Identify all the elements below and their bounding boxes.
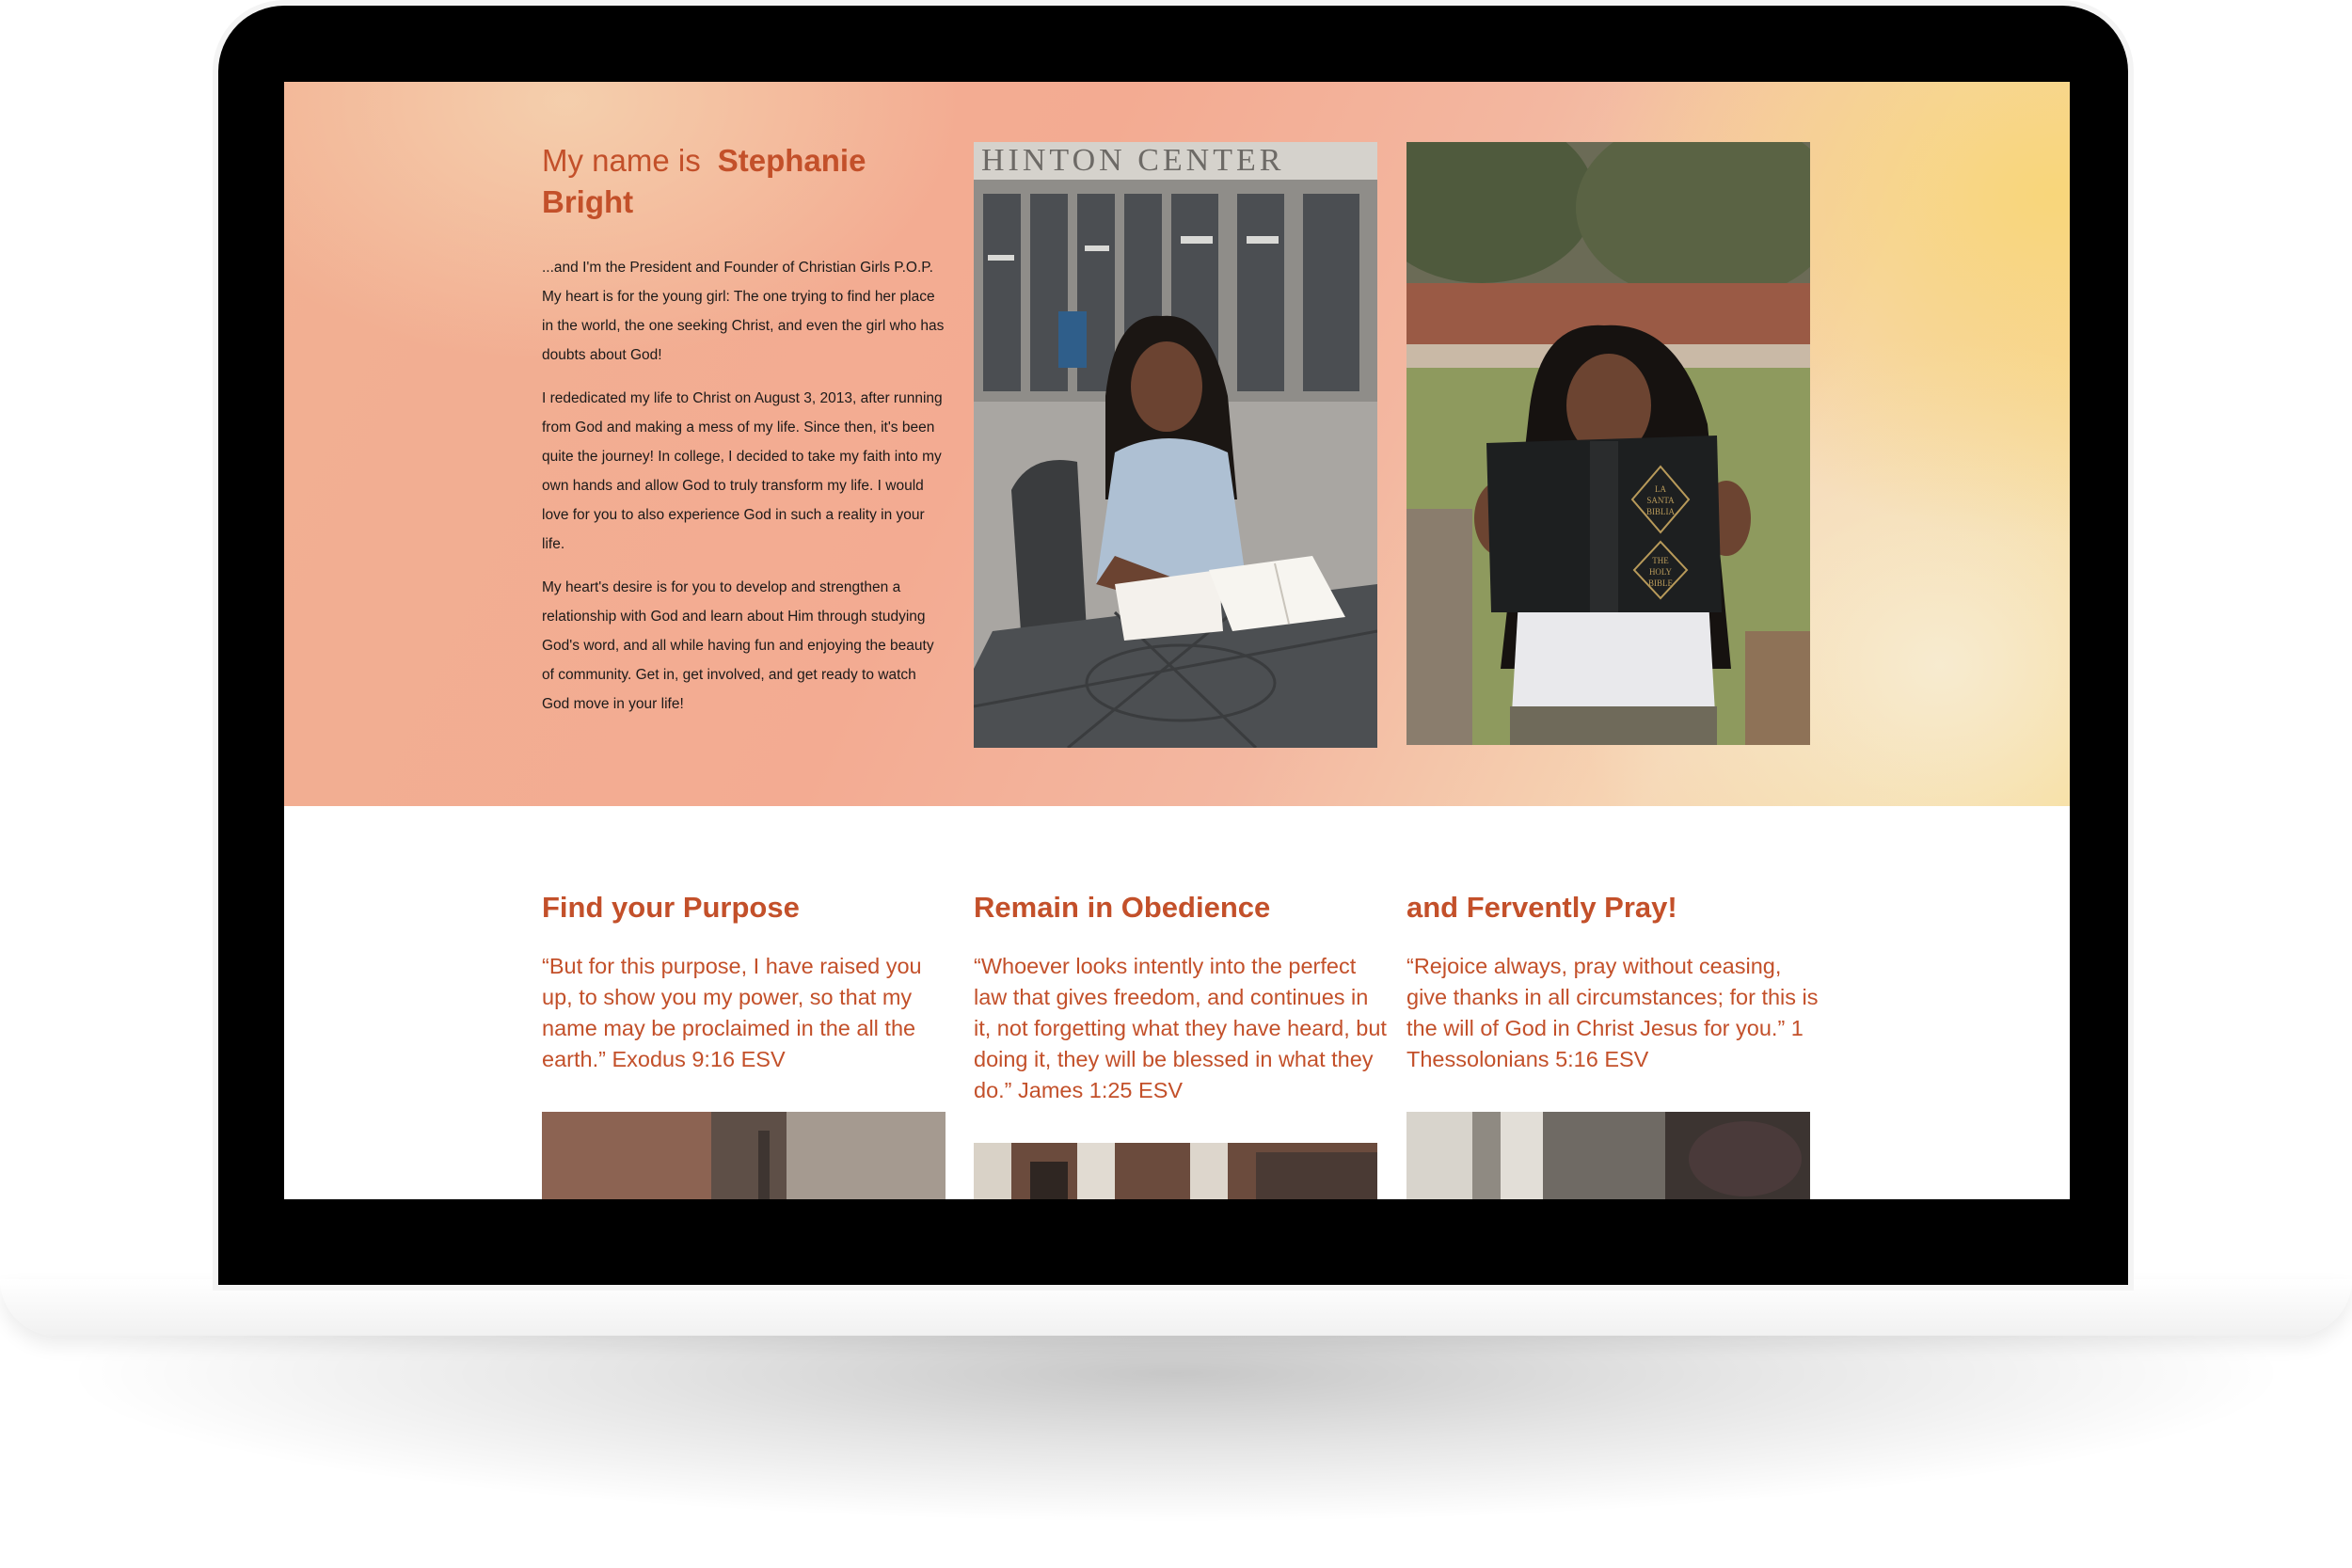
pillar-quote: “Rejoice always, pray without ceasing, give thanks in all circumstances; for this is the will of God in Christ Jesus for you.” 1 Thessolonians 5:16 ESV	[1406, 954, 1819, 1071]
bible-text-1: LA	[1655, 484, 1666, 494]
photo-holding-bible	[1406, 142, 1810, 745]
bible-text-4: THE	[1652, 556, 1669, 565]
photo-sign-text: HINTON CENTER	[981, 143, 1285, 178]
pillar-title: Find your Purpose	[542, 891, 800, 924]
photo-studying-at-table	[974, 142, 1377, 748]
pillar-title: and Fervently Pray!	[1406, 891, 1677, 924]
bible-text-2: SANTA	[1646, 496, 1675, 505]
bio-paragraph: My heart's desire is for you to develop and strengthen a relationship with God and learn about Him through studying God's word, and all while having fun and enjoying the beauty of community. Get in, get involved, and get ready to watch God move in your life!	[542, 579, 934, 712]
hero-bio	[542, 253, 946, 733]
pillar-quote: “Whoever looks intently into the perfect law that gives freedom, and continues in it, not forgetting what they have heard, but doing it, they will be blessed in what they do.” James 1:25 ESV	[974, 954, 1387, 1102]
pillar-quote: “But for this purpose, I have raised you up, to show you my power, so that my name may be proclaimed in the all the earth.” Exodus 9:16 ESV	[542, 954, 922, 1071]
bible-text-5: HOLY	[1648, 567, 1673, 577]
bio-paragraph: I rededicated my life to Christ on August 3, 2013, after running from God and making a mess of my life. Since then, it's been quite the journey! In college, I decided to take my faith into my own hands and allow God to truly transform my life. I would love for you to also experience God in such a reality in your life.	[542, 390, 943, 552]
pillar-image-pray	[1406, 1112, 1810, 1199]
pillar-obedience	[974, 889, 1388, 1106]
laptop-shadow	[56, 1336, 2296, 1524]
website-screen	[284, 82, 2070, 1199]
pillar-image-purpose	[542, 1112, 946, 1199]
about-hero-section	[284, 82, 2070, 806]
pillar-image-obedience	[974, 1143, 1377, 1199]
hero-title	[542, 140, 937, 223]
bible-text-6: BIBLE	[1648, 578, 1673, 588]
bio-paragraph: ...and I'm the President and Founder of Christian Girls P.O.P. My heart is for the young girl: The one trying to find her place in the world, the one seeking Christ, and even the girl who has doubts about God!	[542, 260, 945, 363]
hero-title-name: Stephanie Bright	[542, 143, 866, 219]
pillar-purpose	[542, 889, 956, 1075]
bible-text-3: BIBLIA	[1646, 507, 1675, 516]
pillar-pray	[1406, 889, 1820, 1075]
hero-title-prefix: My name is	[542, 143, 701, 178]
laptop-base	[0, 1279, 2352, 1336]
pillar-title: Remain in Obedience	[974, 891, 1271, 924]
